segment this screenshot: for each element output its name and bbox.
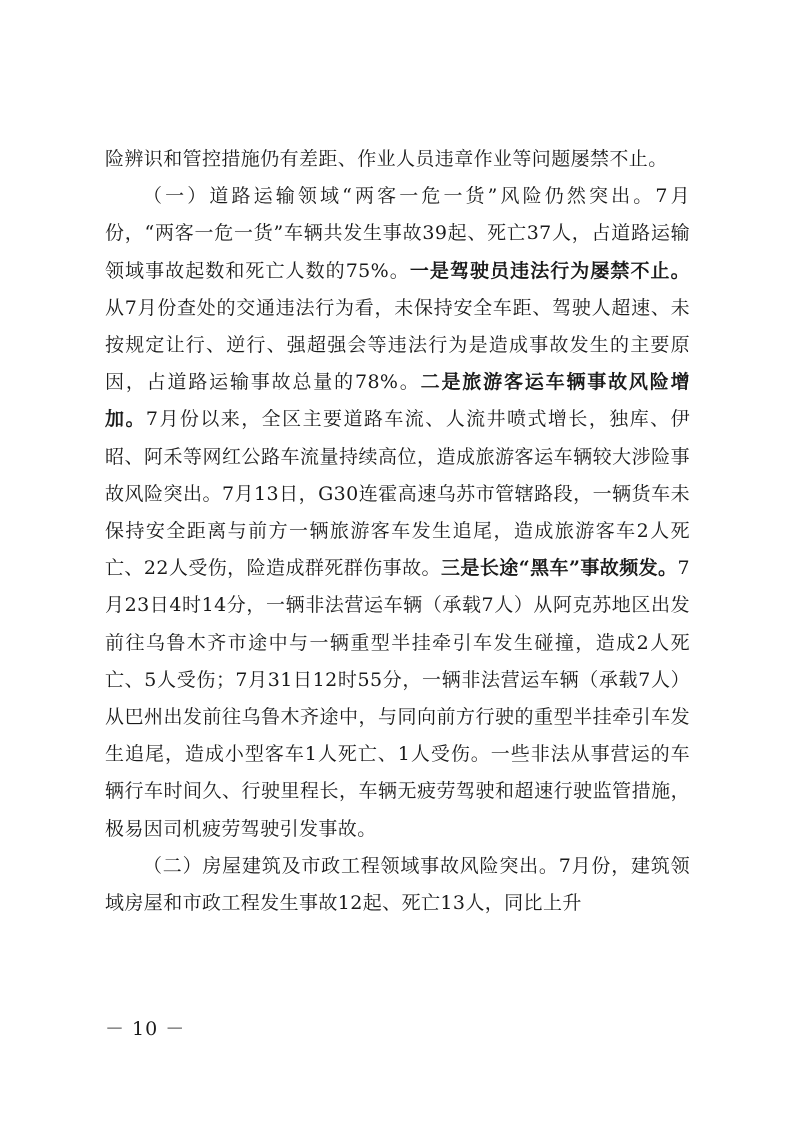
bold-heading-tourist-vehicles: 二是旅游客运车辆事故风险增加。 (105, 371, 690, 431)
text-run: （二）房屋建筑及市政工程领域事故风险突出。7月份，建筑领域房屋和市政工程发生事故12起、死亡13人，同比上升 (105, 854, 690, 915)
text-run: 7月23日4时14分，一辆非法营运车辆（承载7人）从阿克苏地区出发前往乌鲁木齐市途中与一辆重型半挂牵引车发生碰撞，造成2人死亡、5人受伤；7月31日12时55分，一辆非法营运车辆（承载7人）从巴州出发前往乌鲁木齐途中，与同向前方行驶的重型半挂牵引车发生追尾，造成小型客车1人死亡、1人受伤。一些非法从事营运的车辆行车时间久、行驶里程长，车辆无疲劳驾驶和超速行驶监管措施，极易因司机疲劳驾驶引发事故。 (105, 557, 690, 840)
bold-heading-driver-violations: 一是驾驶员违法行为屡禁不止。 (409, 259, 690, 282)
body-text (105, 141, 690, 922)
text-run: 从7月份查处的交通违法行为看，未保持安全车距、驾驶人超速、未按规定让行、逆行、强超强会等违法行为是造成事故发生的主要原因，占道路运输事故总量的78%。 (105, 296, 690, 394)
text-run: （一）道路运输领域“两客一危一货”风险仍然突出。7月份，“两客一危一货”车辆共发生事故39起、死亡37人，占道路运输领域事故起数和死亡人数的75%。 (105, 185, 690, 282)
bold-heading-black-cars: 三是长途“黑车”事故频发。 (440, 557, 678, 580)
paragraph-road-transport (105, 178, 690, 848)
paragraph-intro-tail (105, 141, 690, 178)
text-run: 险辨识和管控措施仍有差距、作业人员违章作业等问题屡禁不止。 (105, 148, 668, 170)
paragraph-construction (105, 848, 690, 922)
text-run: 7月份以来，全区主要道路车流、人流井喷式增长，独库、伊昭、阿禾等网红公路车流量持续高位，造成旅游客运车辆较大涉险事故风险突出。7月13日，G30连霍高速乌苏市管辖路段，一辆货车未保持安全距离与前方一辆旅游客车发生追尾，造成旅游客车2人死亡、22人受伤，险造成群死群伤事故。 (105, 408, 691, 580)
page-number: － 10 － (105, 1018, 186, 1040)
